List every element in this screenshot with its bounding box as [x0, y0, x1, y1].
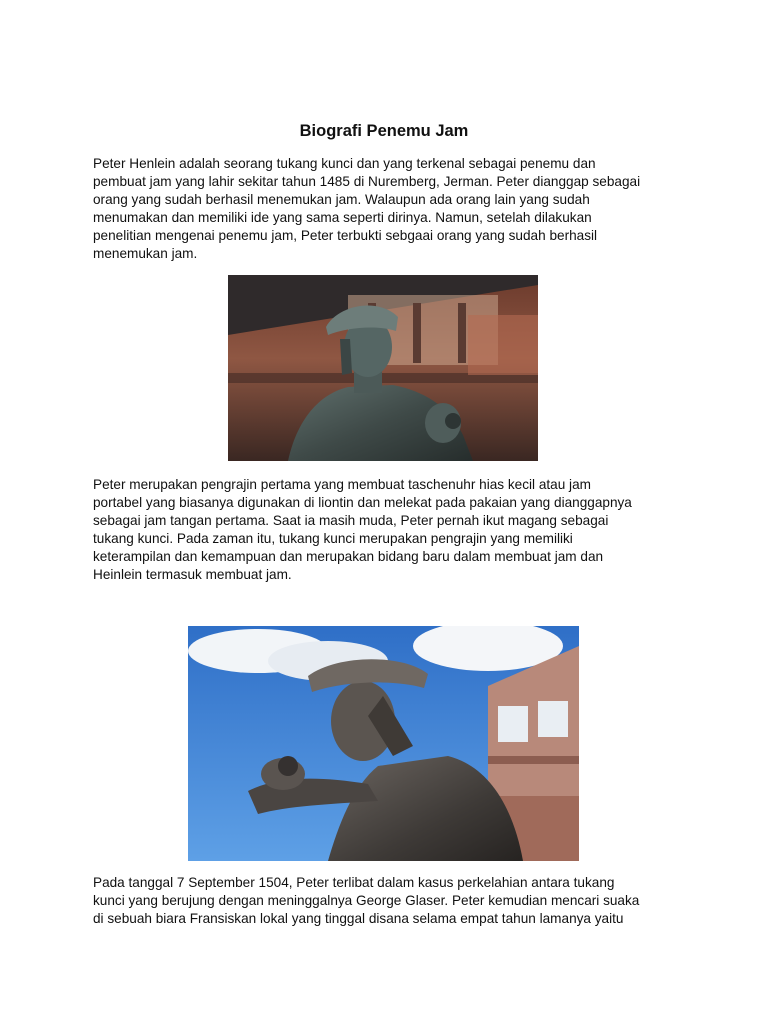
page-title: Biografi Penemu Jam — [299, 122, 469, 140]
statue-photo-1 — [228, 275, 538, 461]
paragraph-3: Pada tanggal 7 September 1504, Peter terlibat dalam kasus perkelahian antara tukang kunci yang berujung dengan meninggalnya George Glaser. Peter kemudian mencari suaka di sebuah biara Fransiskan lokal yang tinggal disana selama empat tahun lamanya yaitu — [93, 875, 640, 926]
statue-photo-2 — [188, 626, 579, 861]
paragraph-2: Peter merupakan pengrajin pertama yang membuat taschenuhr hias kecil atau jam portabel yang biasanya digunakan di liontin dan melekat pada pakaian yang dianggapnya sebagai jam tangan pertama. Saat ia masih muda, Peter pernah ikut magang sebagai tukang kunci. Pada zaman itu, tukang kunci merupakan pengrajin yang memiliki keterampilan dan kemampuan dan merupakan bidang baru dalam membuat jam dan Heinlein termasuk membuat jam. — [93, 477, 632, 582]
paragraph-1: Peter Henlein adalah seorang tukang kunci dan yang terkenal sebagai penemu dan pembuat jam yang lahir sekitar tahun 1485 di Nuremberg, Jerman. Peter dianggap sebagai orang yang sudah berhasil menemukan jam. Walaupun ada orang lain yang sudah menumakan dan memiliki ide yang sama seperti dirinya. Namun, setelah dilakukan penelitian mengenai penemu jam, Peter terbukti sebgaai orang yang sudah berhasil menemukan jam. — [93, 156, 641, 261]
